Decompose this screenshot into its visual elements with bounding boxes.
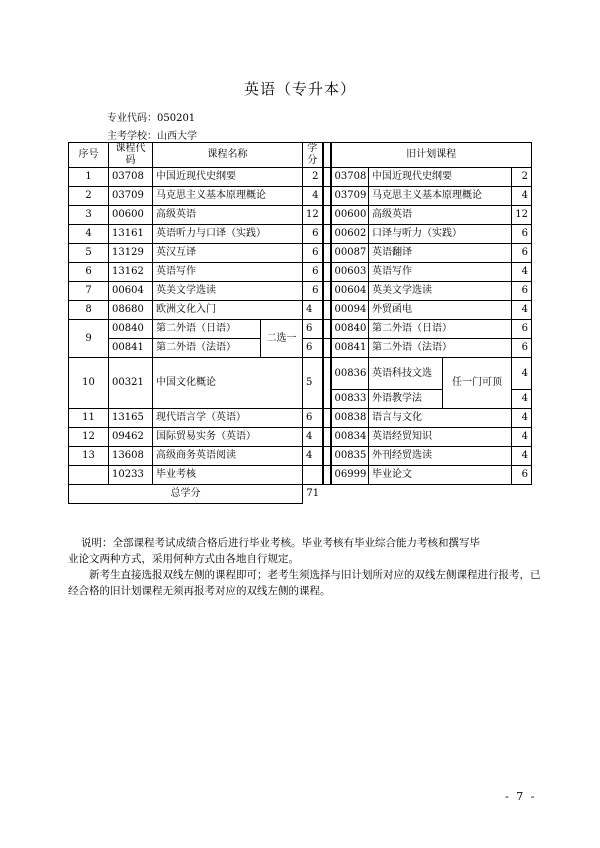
table-row: 00841 第二外语（法语） 6 00841 第二外语（法语） 6 (69, 339, 532, 358)
table-row: 10233 毕业考核 06999 毕业论文 6 (69, 466, 532, 485)
table-row: 5 13129 英汉互译 6 00087 英语翻译 6 (69, 244, 532, 263)
table-row: 6 13162 英语写作 6 00603 英语写作 4 (69, 263, 532, 282)
choice-any: 任一门可顶 (443, 358, 512, 409)
header-credit: 学分 (303, 143, 323, 168)
table-row: 3 00600 高级英语 12 00600 高级英语 12 (69, 206, 532, 225)
notes (68, 535, 548, 599)
table-row: 1 03708 中国近现代史纲要 2 03708 中国近现代史纲要 2 (69, 168, 532, 187)
table-row: 7 00604 英美文学选读 6 00604 英美文学选读 6 (69, 282, 532, 301)
school-name: 主考学校：山西大学 (107, 131, 197, 142)
table-header (69, 143, 532, 168)
page-title: 英语（专升本） (243, 80, 356, 98)
row10-seq: 10 (69, 358, 109, 409)
table-row: 00833 外语教学法 4 (69, 390, 532, 409)
table-row: 10 00321 中国文化概论 5 00836 英语科技文选 任一门可顶 4 (69, 358, 532, 390)
table-row: 8 08680 欧洲文化入门 4 00094 外贸函电 4 (69, 301, 532, 320)
note-1: 说明：全部课程考试成绩合格后进行毕业考核。毕业考核有毕业综合能力考核和撰写毕 业论文两种方式，采用何种方式由各地自行规定。 (68, 537, 480, 565)
total-label: 总学分 (69, 485, 303, 504)
header-name: 课程名称 (153, 143, 303, 168)
total-row (69, 485, 532, 504)
table-row: 11 13165 现代语言学（英语） 6 00838 语言与文化 4 (69, 409, 532, 428)
double-line (323, 143, 331, 168)
table-row: 4 13161 英语听力与口译（实践） 6 00602 口译与听力（实践） 6 (69, 225, 532, 244)
row9-seq: 9 (69, 320, 109, 358)
header-seq: 序号 (69, 143, 109, 168)
note-2: 新考生直接选报双线左侧的课程即可；老考生须选择与旧计划所对应的双线左侧课程进行报考，已经合格的旧计划课程无须再报考对应的双线左侧的课程。 (68, 569, 541, 597)
page-number: - 7 - (505, 790, 537, 803)
course-table (68, 142, 532, 504)
table-row: 2 03709 马克思主义基本原理概论 4 03709 马克思主义基本原理概论 4 (69, 187, 532, 206)
table-row: 12 09462 国际贸易实务（英语） 4 00834 英语经贸知识 4 (69, 428, 532, 447)
total-value: 71 (303, 485, 323, 504)
header-code: 课程代码 (109, 143, 153, 168)
major-code: 专业代码：050201 (107, 113, 196, 124)
header-old-plan: 旧计划课程 (331, 143, 532, 168)
table-row: 13 13608 高级商务英语阅读 4 00835 外刊经贸选读 4 (69, 447, 532, 466)
choice-two: 二选一 (261, 320, 303, 358)
table-row: 9 00840 第二外语（日语） 二选一 6 00840 第二外语（日语） 6 (69, 320, 532, 339)
